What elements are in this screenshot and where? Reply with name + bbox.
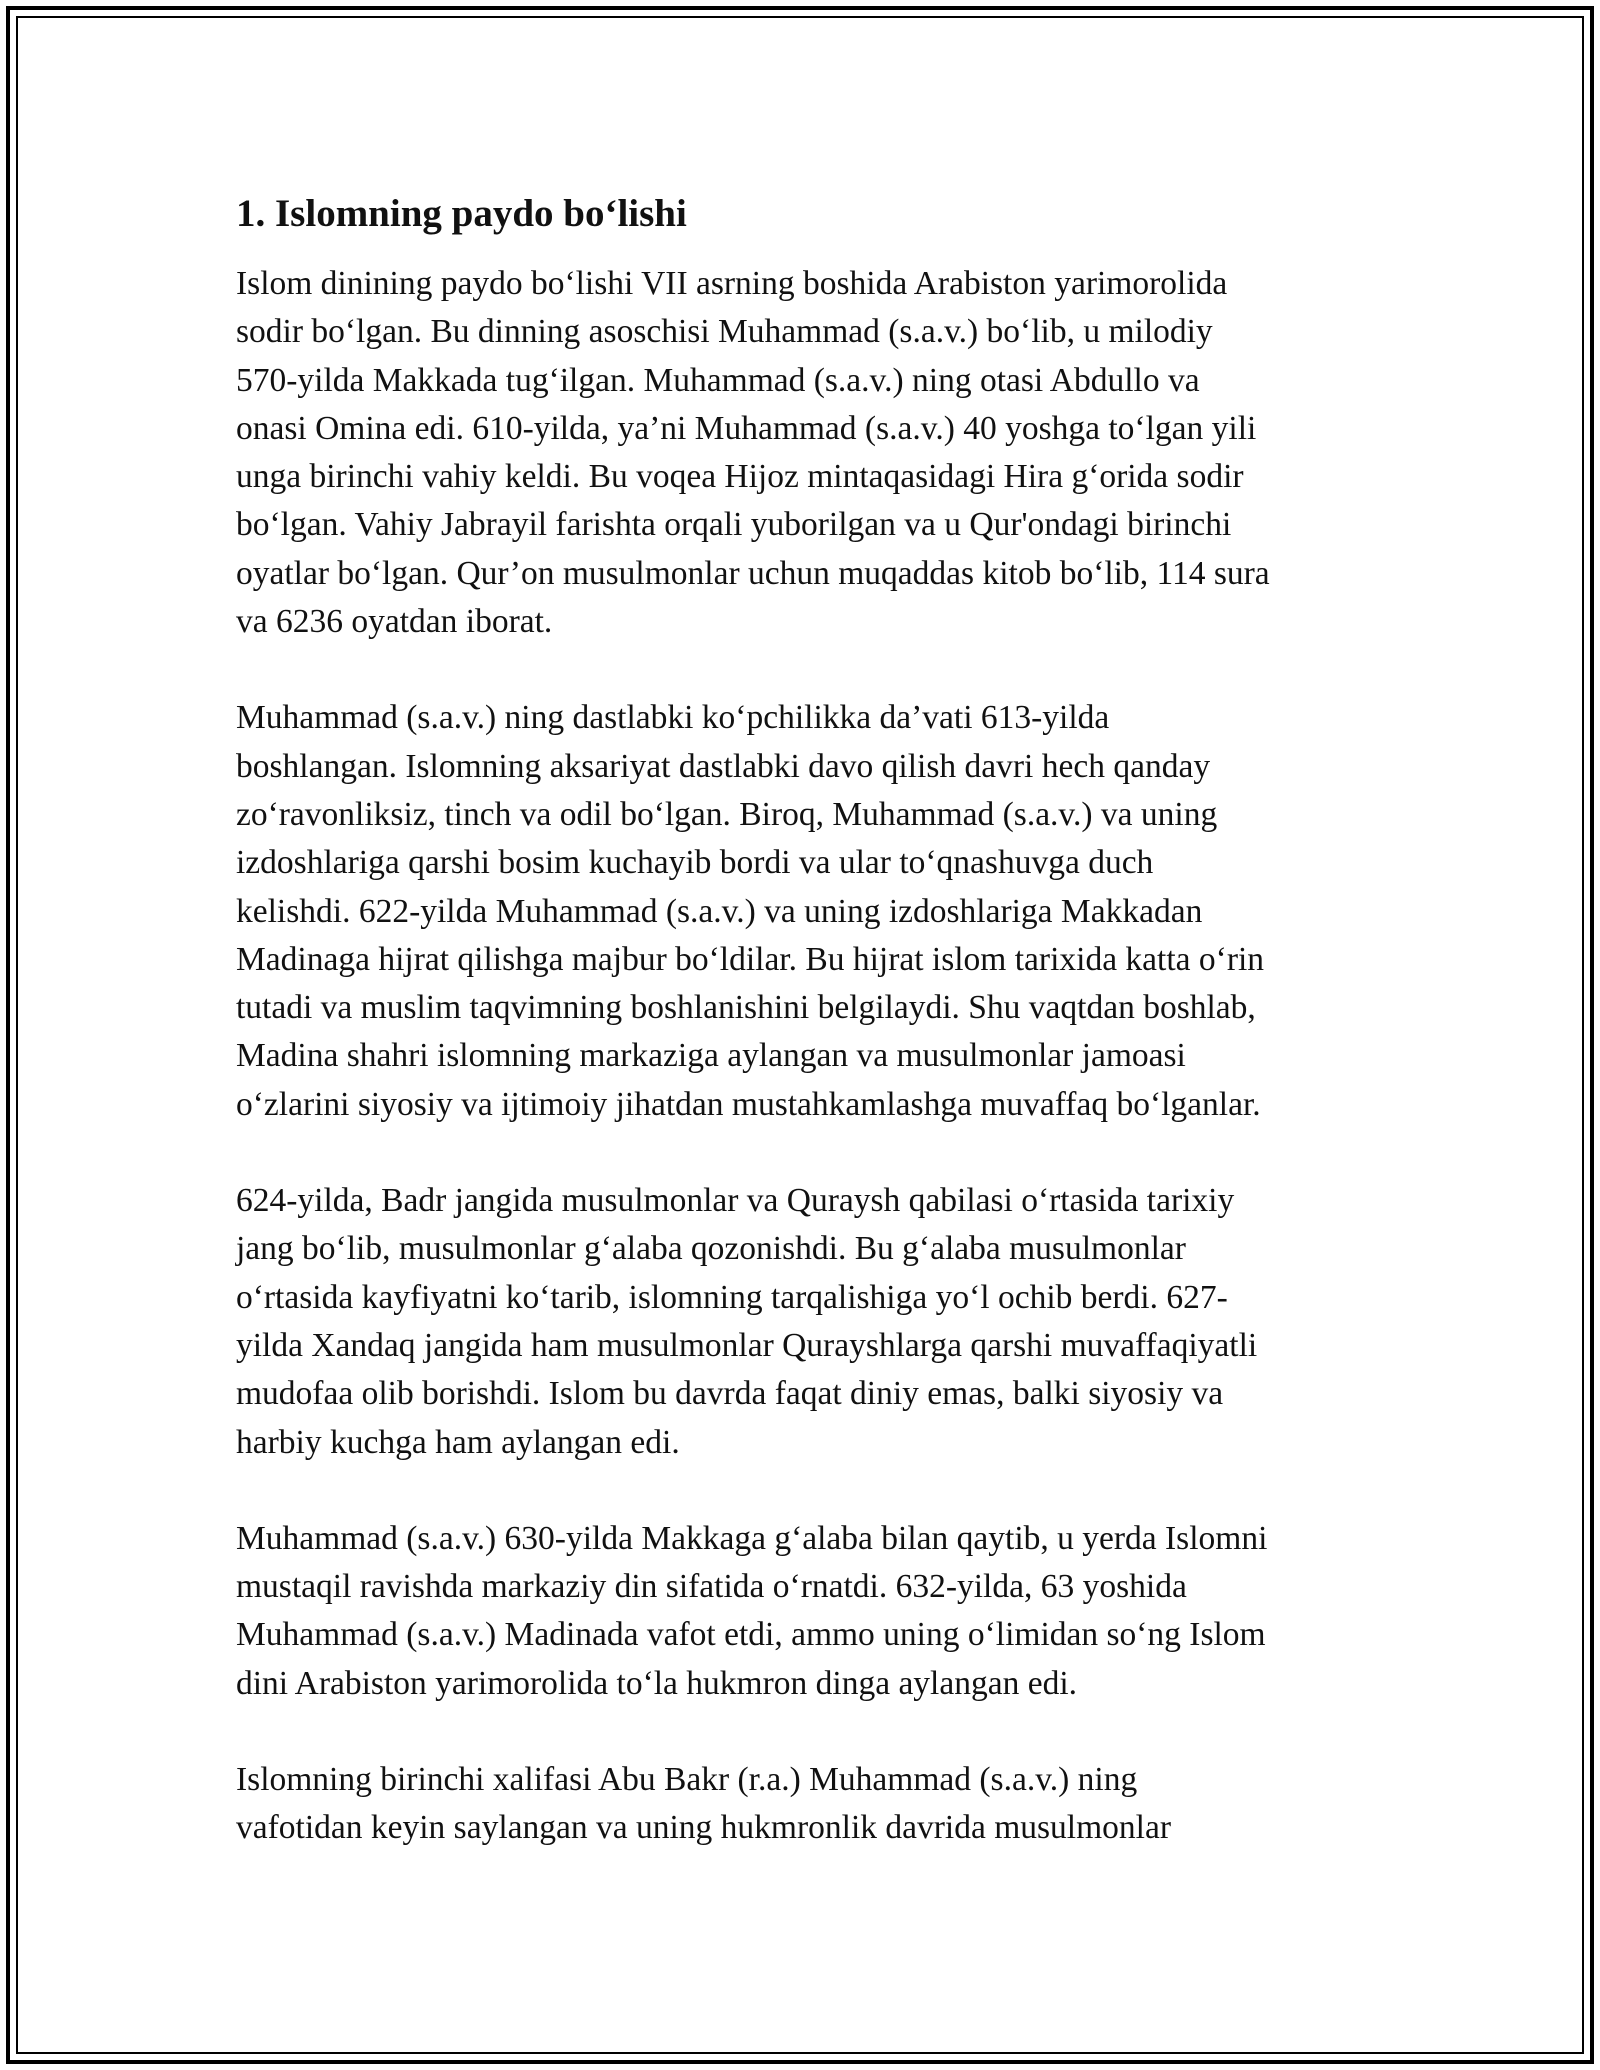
paragraph-line: Madinaga hijrat qilishga majbur bo‘ldilar. Bu hijrat islom tarixida katta o‘rin	[236, 940, 1265, 978]
paragraph-line: jang bo‘lib, musulmonlar g‘alaba qozonishdi. Bu g‘alaba musulmonlar	[236, 1230, 1186, 1268]
paragraph-line: Muhammad (s.a.v.) ning dastlabki ko‘pchilikka da’vati 613-yilda	[236, 699, 1110, 737]
paragraph-line: mudofaa olib borishdi. Islom bu davrda faqat diniy emas, balki siyosiy va	[236, 1375, 1224, 1413]
paragraph-line: 624-yilda, Badr jangida musulmonlar va Quraysh qabilasi o‘rtasida tarixiy	[236, 1182, 1235, 1220]
document-body	[236, 190, 1376, 1901]
paragraph-line: Islom dinining paydo bo‘lishi VII asrning boshida Arabiston yarimorolida	[236, 265, 1228, 302]
paragraph-list	[236, 260, 1376, 1853]
paragraph-line: dini Arabiston yarimorolida to‘la hukmron dinga aylangan edi.	[236, 1664, 1078, 1702]
paragraph-line: Islomning birinchi xalifasi Abu Bakr (r.a.) Muhammad (s.a.v.) ning	[236, 1761, 1138, 1799]
body-paragraph	[236, 1515, 1376, 1708]
paragraph-line: Madina shahri islomning markaziga aylangan va musulmonlar jamoasi	[236, 1037, 1186, 1075]
paragraph-line: zo‘ravonliksiz, tinch va odil bo‘lgan. Biroq, Muhammad (s.a.v.) va uning	[236, 795, 1218, 833]
body-paragraph	[236, 694, 1376, 1129]
paragraph-line: Muhammad (s.a.v.) Madinada vafot etdi, ammo uning o‘limidan so‘ng Islom	[236, 1616, 1266, 1654]
paragraph-line: 570-yilda Makkada tug‘ilgan. Muhammad (s.a.v.) ning otasi Abdullo va	[236, 361, 1200, 399]
paragraph-line: tutadi va muslim taqvimning boshlanishini belgilaydi. Shu vaqtdan boshlab,	[236, 989, 1256, 1027]
paragraph-line: unga birinchi vahiy keldi. Bu voqea Hijoz mintaqasidagi Hira g‘orida sodir	[236, 458, 1244, 496]
body-paragraph	[236, 1177, 1376, 1467]
paragraph-line: kelishdi. 622-yilda Muhammad (s.a.v.) va uning izdoshlariga Makkadan	[236, 892, 1203, 930]
body-paragraph	[236, 260, 1376, 646]
paragraph-line: boshlangan. Islomning aksariyat dastlabki davo qilish davri hech qanday	[236, 747, 1211, 785]
body-paragraph	[236, 1756, 1376, 1853]
paragraph-line: va 6236 oyatdan iborat.	[236, 603, 553, 641]
section-heading: 1. Islomning paydo bo‘lishi	[236, 192, 687, 235]
paragraph-line: bo‘lgan. Vahiy Jabrayil farishta orqali yuborilgan va u Qur'ondagi birinchi	[236, 506, 1232, 544]
paragraph-line: o‘zlarini siyosiy va ijtimoiy jihatdan mustahkamlashga muvaffaq bo‘lganlar.	[236, 1085, 1261, 1123]
paragraph-line: Muhammad (s.a.v.) 630-yilda Makkaga g‘alaba bilan qaytib, u yerda Islomni	[236, 1519, 1268, 1557]
paragraph-line: harbiy kuchga ham aylangan edi.	[236, 1423, 680, 1461]
paragraph-line: vafotidan keyin saylangan va uning hukmronlik davrida musulmonlar	[236, 1809, 1172, 1847]
paragraph-line: izdoshlariga qarshi bosim kuchayib bordi va ular to‘qnashuvga duch	[236, 844, 1154, 882]
paragraph-line: onasi Omina edi. 610-yilda, ya’ni Muhammad (s.a.v.) 40 yoshga to‘lgan yili	[236, 409, 1257, 447]
paragraph-line: yilda Xandaq jangida ham musulmonlar Qurayshlarga qarshi muvaffaqiyatli	[236, 1326, 1258, 1364]
paragraph-line: sodir bo‘lgan. Bu dinning asoschisi Muhammad (s.a.v.) bo‘lib, u milodiy	[236, 313, 1213, 351]
paragraph-line: oyatlar bo‘lgan. Qur’on musulmonlar uchun muqaddas kitob bo‘lib, 114 sura	[236, 554, 1270, 592]
paragraph-line: o‘rtasida kayfiyatni ko‘tarib, islomning tarqalishiga yo‘l ochib berdi. 627-	[236, 1278, 1228, 1316]
paragraph-line: mustaqil ravishda markaziy din sifatida o‘rnatdi. 632-yilda, 63 yoshida	[236, 1568, 1187, 1606]
